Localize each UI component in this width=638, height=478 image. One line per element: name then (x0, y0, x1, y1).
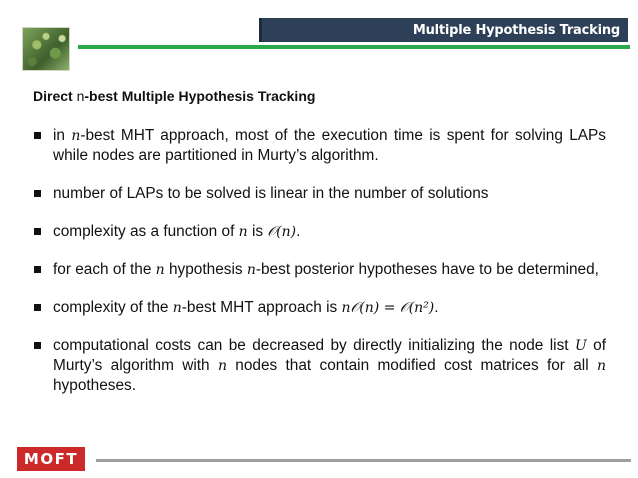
bullet-item-2: number of LAPs to be solved is linear in the number of solutions (34, 184, 606, 204)
logo-image (22, 27, 70, 71)
slide-section-title: Multiple Hypothesis Tracking (412, 22, 620, 38)
moft-logo-text: MOFT (23, 450, 79, 468)
header-divider (78, 45, 630, 49)
slide-subtitle: Direct n-best Multiple Hypothesis Tracking (33, 88, 316, 104)
bullet-list (34, 126, 606, 396)
bullet-item-6: computational costs can be decreased by directly initializing the node list U of Murty’s algorithm with n nodes that contain modified cost matrices for all n hypotheses. (34, 336, 606, 396)
bullet-item-1: in n-best MHT approach, most of the execution time is spent for solving LAPs while nodes are partitioned in Murty’s algorithm. (34, 126, 606, 166)
bullet-item-4: for each of the n hypothesis n-best posterior hypotheses have to be determined, (34, 260, 606, 280)
moft-logo (17, 447, 85, 471)
header-bar (259, 18, 628, 42)
bullet-item-5: complexity of the n-best MHT approach is n𝒪(n) = 𝒪(n²). (34, 298, 606, 318)
bullet-item-3: complexity as a function of n is 𝒪(n). (34, 222, 606, 242)
subtitle-n: n (76, 88, 85, 104)
footer-divider (96, 459, 631, 462)
